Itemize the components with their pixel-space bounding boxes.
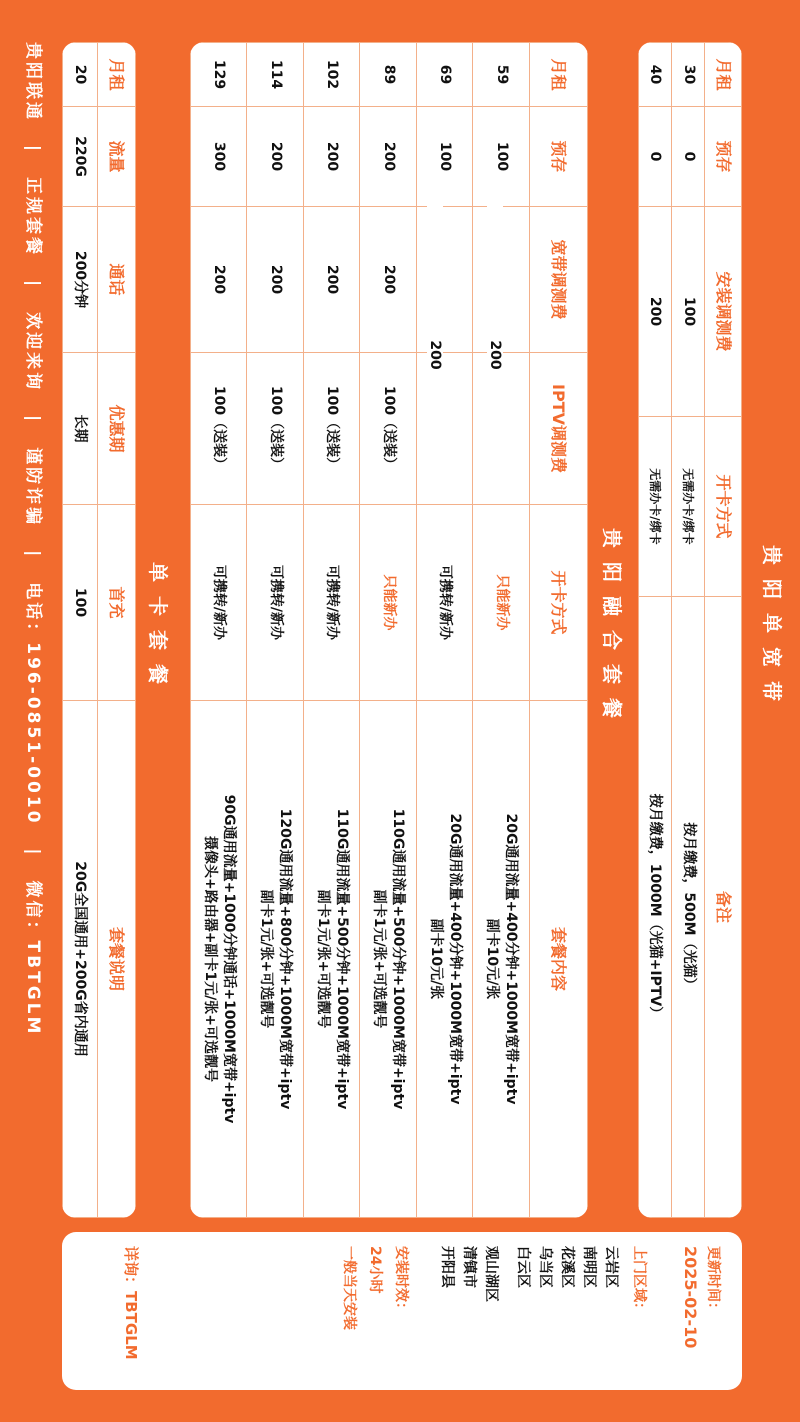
merged-fee-group: 200 [427, 206, 443, 504]
cell-plan-desc: 20G全国通用+200G省内通用 [63, 701, 98, 1218]
col-rent: 月租 [97, 43, 135, 107]
cell-deposit: 200 [360, 107, 417, 207]
area-item: 开阳县 [439, 1246, 455, 1288]
table-header-row [530, 43, 588, 1218]
footer-sep: | [23, 279, 43, 290]
cell-data: 220G [63, 107, 98, 207]
cell-open-method: 只能新办 [473, 505, 530, 701]
cell-deposit: 100 [417, 107, 474, 207]
col-iptv-fee: IPTV调测费 [530, 353, 588, 505]
footer-sep: | [23, 144, 43, 155]
contact-text: 详询：TBTGLM [122, 1246, 140, 1360]
col-bb-fee: 宽带调测费 [530, 207, 588, 353]
area-list-col1 [512, 1246, 622, 1288]
cell-rent: 20 [63, 43, 98, 107]
col-open-method: 开卡方式 [530, 505, 588, 701]
table-row [672, 43, 705, 1218]
broadband-panel [638, 42, 742, 1218]
col-promo-period: 优惠期 [97, 353, 135, 505]
area-label: 上门区域： [631, 1246, 647, 1316]
table-row [63, 43, 98, 1218]
cell-rent: 69 [417, 43, 474, 107]
area-item: 花溪区 [559, 1246, 575, 1288]
table-row [360, 43, 417, 1218]
cell-open-method: 可携转/新办 [247, 505, 304, 701]
cell-install-fee: 100 [672, 207, 705, 417]
single-card-title: 单卡套餐 [146, 562, 170, 698]
footer-sep: | [23, 415, 43, 425]
update-date: 2025-02-10 [681, 1246, 700, 1349]
cell-deposit: 0 [672, 107, 705, 207]
table-header-row [705, 43, 742, 1218]
cell-bb-fee: 200 [360, 207, 417, 353]
cell-calls: 200分钟 [63, 207, 98, 353]
area-item: 清镇市 [461, 1246, 477, 1288]
col-first-topup: 首充 [97, 505, 135, 701]
cell-deposit: 100 [473, 107, 530, 207]
update-label: 更新时间： [705, 1246, 721, 1316]
fusion-panel [190, 42, 588, 1218]
area-item: 南明区 [581, 1246, 597, 1288]
area-list-col2 [436, 1246, 502, 1302]
footer-sep: | [23, 848, 43, 858]
cell-rent: 114 [247, 43, 304, 107]
footer-item: 正规套餐 [23, 177, 43, 258]
cell-bb-fee: 200 [191, 207, 248, 353]
cell-iptv-fee: 100（送装） [360, 353, 417, 505]
col-rent: 月租 [705, 43, 742, 107]
col-deposit: 预存 [530, 107, 588, 207]
cell-rent: 102 [304, 43, 361, 107]
install-hours: 24小时 [367, 1246, 383, 1294]
area-item: 乌当区 [537, 1246, 553, 1288]
footer-sep: | [23, 550, 43, 560]
cell-content: 90G通用流量+1000分钟通话+1000M宽带+iptv 摄像头+路由器+副卡1元/张+可选靓号 [191, 701, 248, 1218]
info-panel [62, 1232, 742, 1390]
footer-item: 谨防诈骗 [23, 447, 43, 528]
table-row [191, 43, 248, 1218]
area-item: 观山湖区 [483, 1246, 499, 1302]
cell-install-fee: 200 [639, 207, 672, 417]
fusion-title: 贵阳融合套餐 [600, 528, 624, 732]
col-content: 套餐内容 [530, 701, 588, 1218]
cell-content: 110G通用流量+500分钟+1000M宽带+iptv 副卡1元/张+可选靓号 [360, 701, 417, 1218]
cell-first-topup: 100 [63, 505, 98, 701]
footer-contact-line [23, 42, 48, 1232]
col-open-method: 开卡方式 [705, 417, 742, 597]
col-rent: 月租 [530, 43, 588, 107]
cell-iptv-fee: 100（送装） [304, 353, 361, 505]
cell-bb-fee: 200 [304, 207, 361, 353]
cell-remarks: 按月缴费，1000M（光猫+IPTV） [639, 597, 672, 1218]
cell-deposit: 200 [247, 107, 304, 207]
table-header-row [97, 43, 135, 1218]
install-label: 安装时效： [393, 1246, 409, 1316]
cell-deposit: 200 [304, 107, 361, 207]
cell-content: 20G通用流量+400分钟+1000M宽带+iptv 副卡10元/张 [473, 701, 530, 1218]
cell-open-method: 无需办卡/绑卡 [639, 417, 672, 597]
broadband-title: 贵阳单宽带 [760, 545, 784, 715]
table-row [639, 43, 672, 1218]
single-card-table [62, 42, 136, 1218]
install-note: 一般当天安装 [341, 1246, 357, 1330]
broadband-table [638, 42, 742, 1218]
table-row [417, 43, 474, 1218]
fusion-table [190, 42, 588, 1218]
table-row [304, 43, 361, 1218]
cell-deposit: 300 [191, 107, 248, 207]
cell-content: 120G通用流量+800分钟+1000M宽带+iptv 副卡1元/张+可选靓号 [247, 701, 304, 1218]
cell-iptv-fee: 100（送装） [247, 353, 304, 505]
col-plan-desc: 套餐说明 [97, 701, 135, 1218]
col-remarks: 备注 [705, 597, 742, 1218]
cell-open-method: 只能新办 [360, 505, 417, 701]
cell-rent: 59 [473, 43, 530, 107]
cell-rent: 30 [672, 43, 705, 107]
cell-rent: 89 [360, 43, 417, 107]
cell-open-method: 可携转/新办 [304, 505, 361, 701]
cell-iptv-fee [417, 353, 474, 505]
footer-item: 欢迎来询 [23, 312, 43, 393]
footer-phone: 电话：196-0851-0010 [23, 582, 43, 826]
footer-wechat: 微信：TBTGLM [23, 880, 43, 1037]
footer-item: 贵阳联通 [23, 42, 43, 122]
cell-rent: 40 [639, 43, 672, 107]
cell-open-method: 可携转/新办 [417, 505, 474, 701]
cell-remarks: 按月缴费，500M（光猫） [672, 597, 705, 1218]
cell-promo-period: 长期 [63, 353, 98, 505]
col-data: 流量 [97, 107, 135, 207]
area-item: 云岩区 [603, 1246, 619, 1288]
cell-bb-fee: 200 [247, 207, 304, 353]
col-install-fee: 安装调测费 [705, 207, 742, 417]
cell-content: 110G通用流量+500分钟+1000M宽带+iptv 副卡1元/张+可选靓号 [304, 701, 361, 1218]
col-calls: 通话 [97, 207, 135, 353]
cell-iptv-fee: 100（送装） [191, 353, 248, 505]
cell-open-method: 可携转/新办 [191, 505, 248, 701]
col-deposit: 预存 [705, 107, 742, 207]
single-card-panel [62, 42, 136, 1218]
cell-bb-fee [417, 207, 474, 353]
merged-bb-fee-top: 200 [487, 206, 503, 504]
cell-rent: 129 [191, 43, 248, 107]
cell-content: 20G通用流量+400分钟+1000M宽带+iptv 副卡10元/张 [417, 701, 474, 1218]
area-item: 白云区 [515, 1246, 531, 1288]
cell-open-method: 无需办卡/绑卡 [672, 417, 705, 597]
cell-deposit: 0 [639, 107, 672, 207]
table-row [247, 43, 304, 1218]
